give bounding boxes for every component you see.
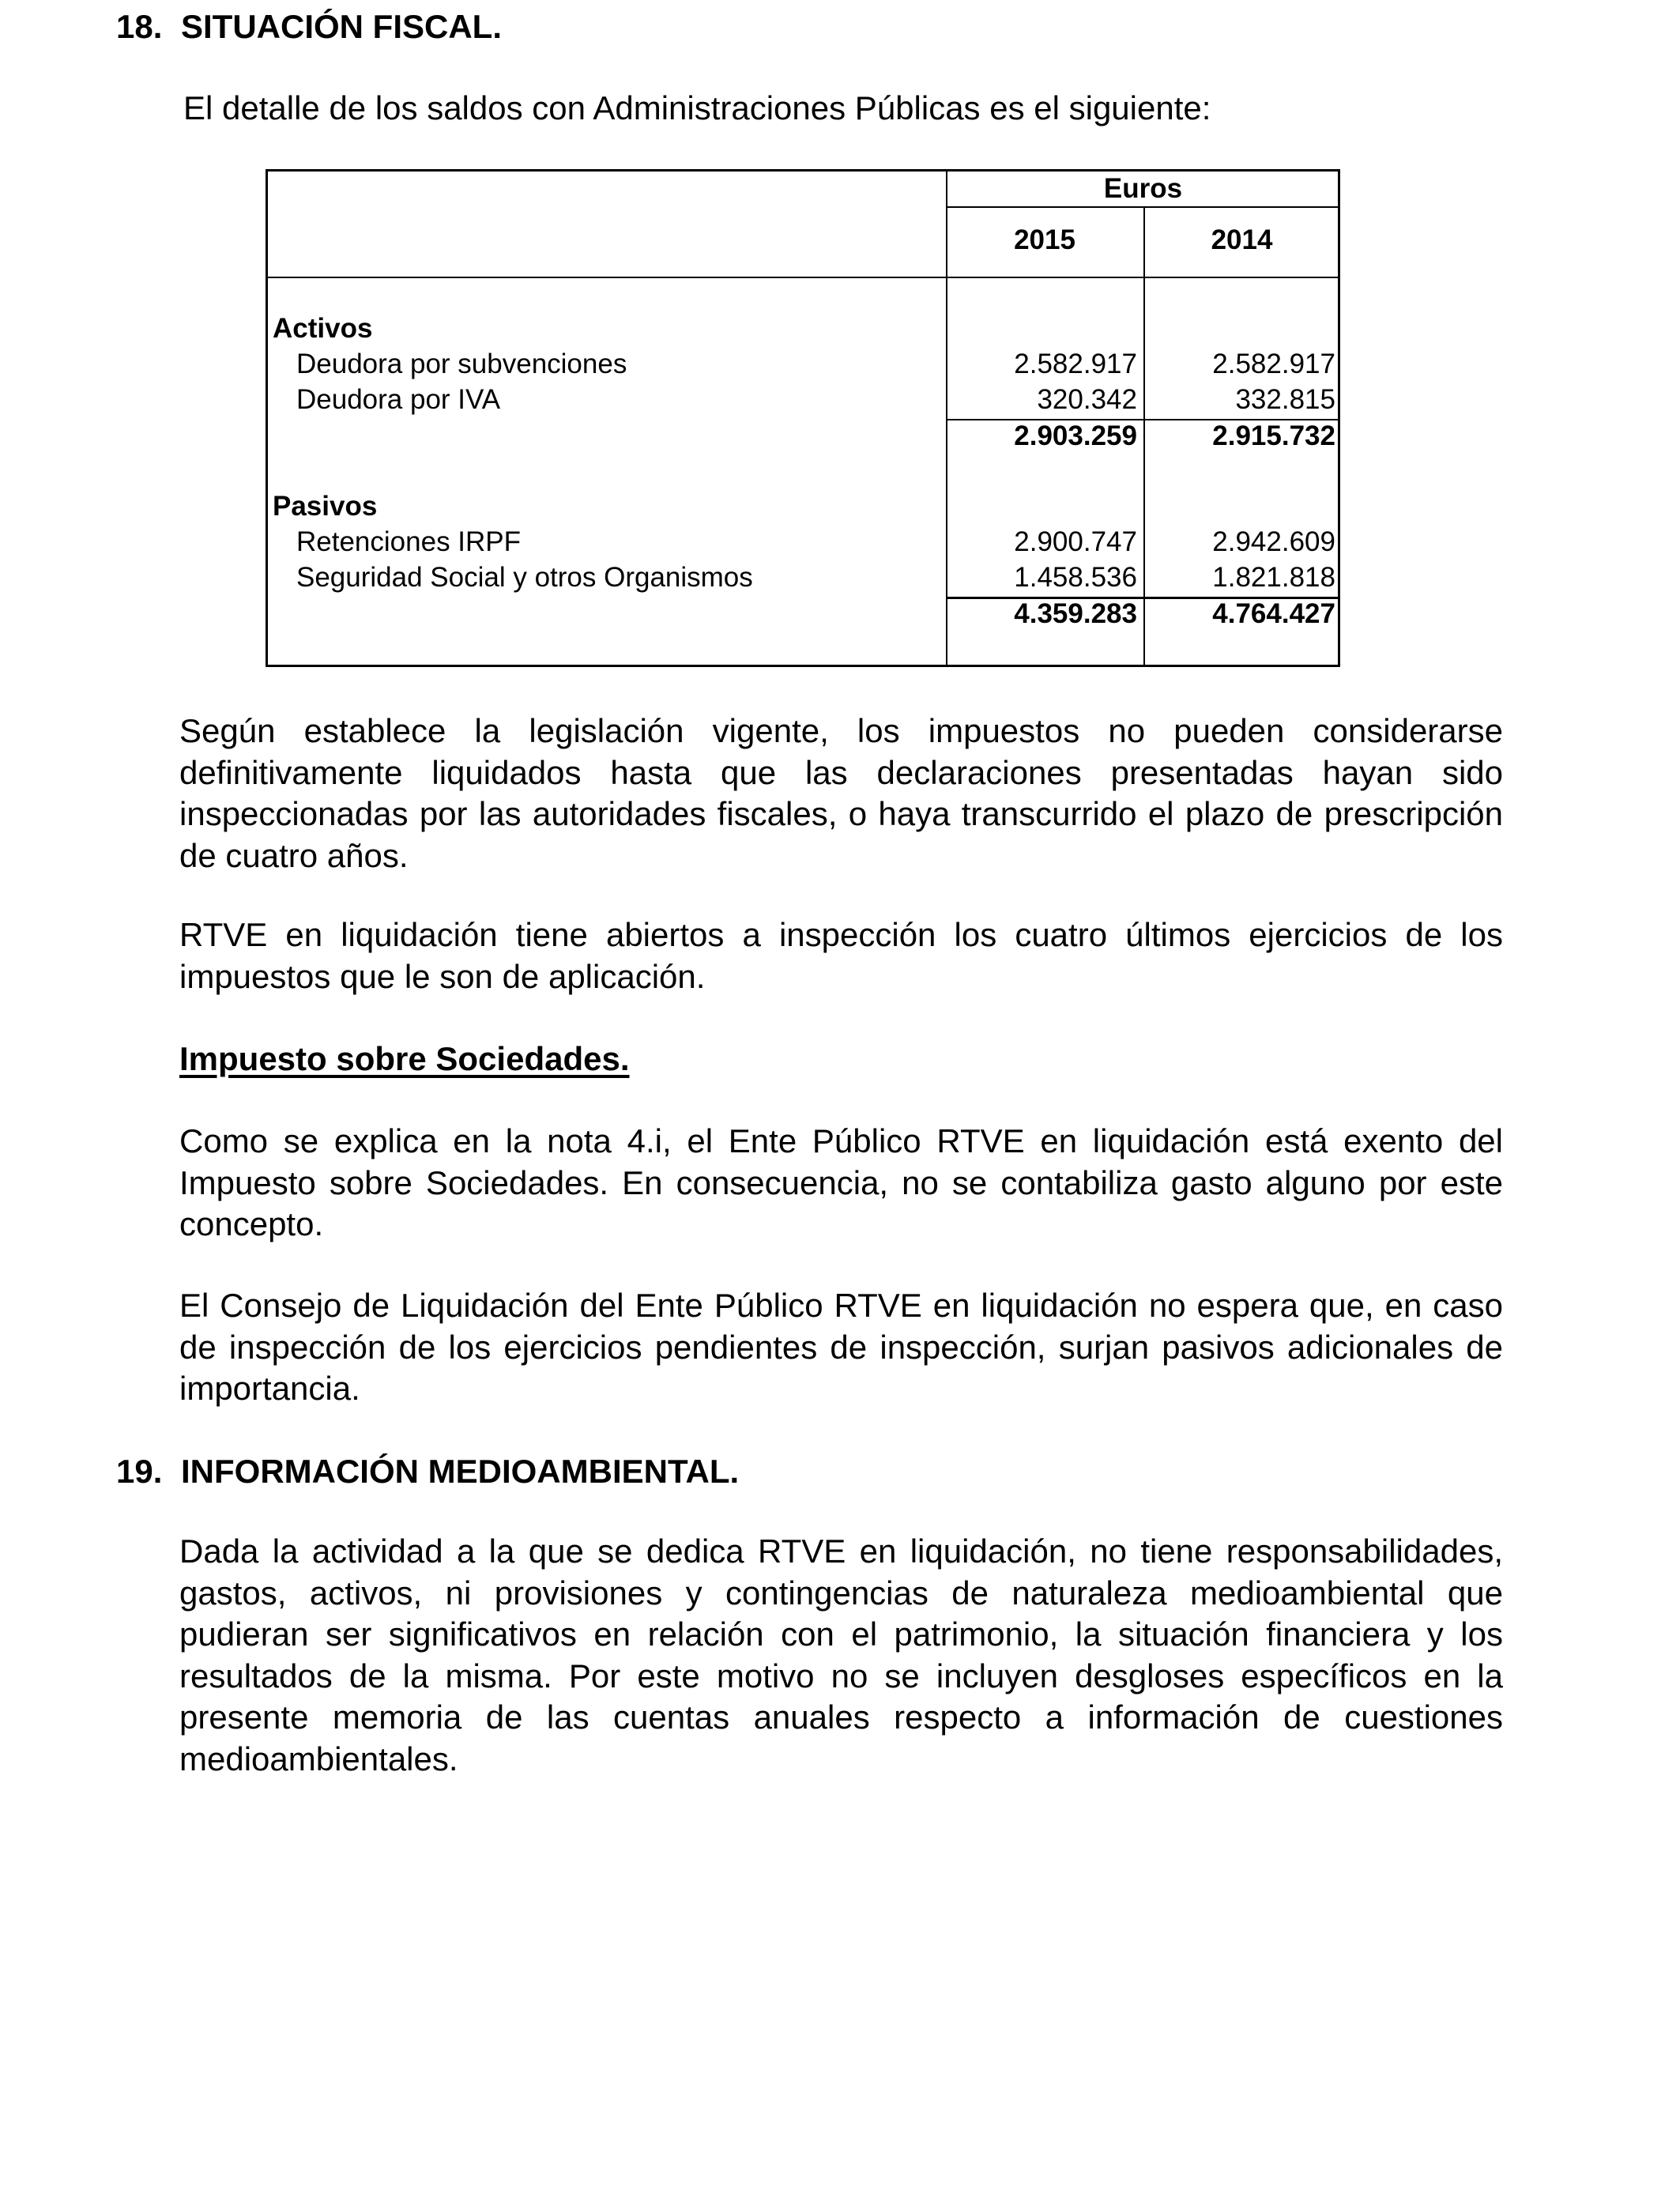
paragraph-medioambiental: Dada la actividad a la que se dedica RTVE en liquidación, no tiene responsabilidades, gastos, activos, ni provisiones y contingencias de naturaleza medioambiental que pudieran ser significativos en relación con el patrimonio, la situación financiera y los resultados de la misma. Por este motivo no se incluyen desgloses específicos en la presente memoria de las cuentas anuales respecto a información de cuestiones medioambientales.: [179, 1532, 1503, 1777]
fiscal-balances-table: [266, 169, 1340, 667]
activos-label: Activos: [273, 313, 373, 344]
table-cell-2014: 332.815: [1235, 384, 1335, 415]
pasivos-total-2015: 4.359.283: [1014, 598, 1137, 629]
year-header-2015: 2015: [1014, 224, 1075, 255]
section-19-heading: [116, 1451, 739, 1492]
activos-total-2015: 2.903.259: [1014, 420, 1137, 451]
paragraph-exento: Como se explica en la nota 4.i, el Ente Público RTVE en liquidación está exento del Impuesto sobre Sociedades. En consecuencia, no se contabiliza gasto alguno por este concepto.: [179, 1122, 1503, 1242]
table-row-label: Seguridad Social y otros Organismos: [296, 562, 753, 593]
section-number: 18.: [116, 8, 163, 45]
currency-header: Euros: [1103, 173, 1183, 204]
pasivos-total-2014: 4.764.427: [1212, 598, 1335, 629]
table-cell-2015: 320.342: [1037, 384, 1137, 415]
table-cell-2014: 2.942.609: [1212, 526, 1335, 557]
table-cell-2015: 2.582.917: [1014, 349, 1137, 379]
table-cell-2015: 1.458.536: [1014, 562, 1137, 593]
subheading-impuesto-sociedades: Impuesto sobre Sociedades.: [179, 1040, 630, 1077]
paragraph-inspection: RTVE en liquidación tiene abiertos a inspección los cuatro últimos ejercicios de los impuestos que le son de aplicación.: [179, 916, 1503, 995]
paragraph-legislation: Según establece la legislación vigente, los impuestos no pueden considerarse definitivamente liquidados hasta que las declaraciones presentadas hayan sido inspeccionadas por las autoridades fiscales, o haya transcurrido el plazo de prescripción de cuatro años.: [179, 712, 1503, 874]
section-title: INFORMACIÓN MEDIOAMBIENTAL.: [181, 1453, 740, 1490]
activos-total-2014: 2.915.732: [1212, 420, 1335, 451]
year-header-2014: 2014: [1211, 224, 1273, 255]
section-number: 19.: [116, 1453, 163, 1490]
table-row-label: Deudora por subvenciones: [296, 349, 627, 379]
header-divider: [946, 206, 1338, 208]
table-row-label: Retenciones IRPF: [296, 526, 522, 557]
table-cell-2014: 1.821.818: [1212, 562, 1335, 593]
table-cell-2015: 2.900.747: [1014, 526, 1137, 557]
pasivos-label: Pasivos: [273, 491, 378, 522]
table-intro-text: El detalle de los saldos con Administraciones Públicas es el siguiente:: [183, 89, 1211, 126]
header-bottom-border: [268, 277, 1338, 278]
section-18-heading: [116, 6, 502, 47]
paragraph-consejo: El Consejo de Liquidación del Ente Público RTVE en liquidación no espera que, en caso de inspección de los ejercicios pendientes de inspección, surjan pasivos adicionales de importancia.: [179, 1287, 1503, 1407]
table-row-label: Deudora por IVA: [296, 384, 501, 415]
table-cell-2014: 2.582.917: [1212, 349, 1335, 379]
section-title: SITUACIÓN FISCAL.: [181, 8, 502, 45]
